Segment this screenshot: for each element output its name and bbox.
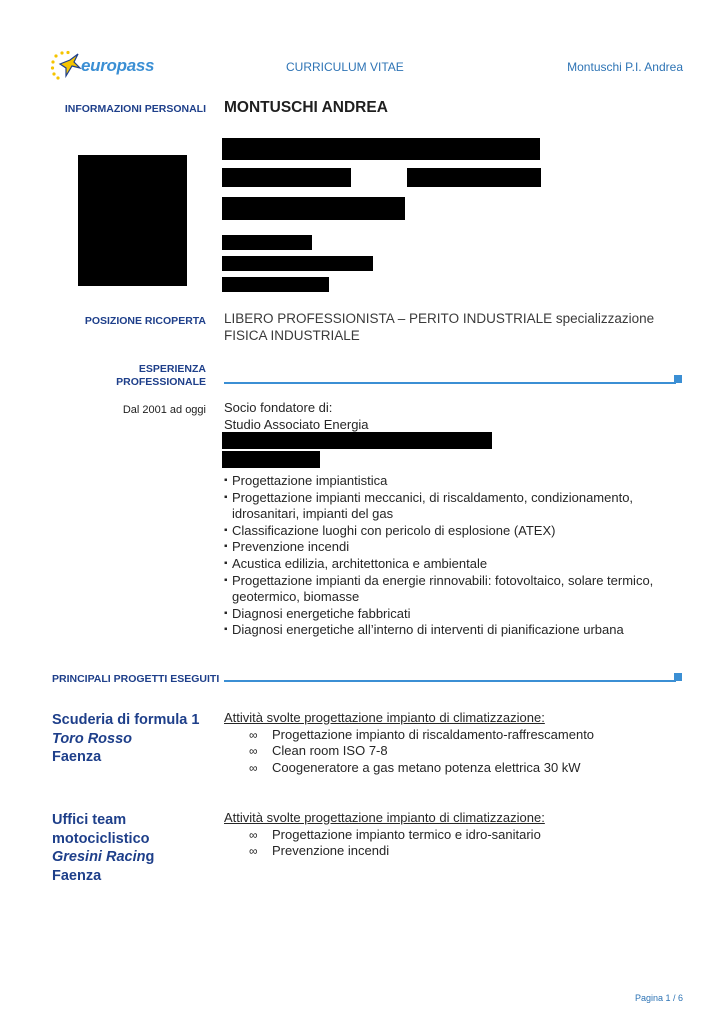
activity-heading: Attività svolte progettazione impianto di climatizzazione: — [224, 710, 545, 725]
experience-activities-list — [224, 473, 664, 639]
project-title-line: Uffici team — [52, 812, 127, 828]
list-item: ▪ Acustica edilizia, architettonica e ambientale — [224, 556, 664, 573]
list-item: ∞ Coogeneratore a gas metano potenza elettrica 30 kW — [224, 760, 674, 777]
project-title-rest: g — [145, 849, 155, 865]
list-item: ▪ Progettazione impianti da energie rinnovabili: fotovoltaico, solare termico, geotermico, biomasse — [224, 573, 664, 606]
redacted-employer-detail — [222, 451, 320, 468]
project-activities — [224, 810, 674, 860]
list-item: ▪ Prevenzione incendi — [224, 539, 664, 556]
list-item: ▪ Progettazione impianti meccanici, di riscaldamento, condizionamento, idrosanitari, impianti del gas — [224, 490, 664, 523]
project-title-line: Faenza — [52, 749, 102, 765]
full-name: MONTUSCHI ANDREA — [224, 99, 388, 116]
section-label-personal: INFORMAZIONI PERSONALI — [64, 103, 206, 115]
experience-role-line1: Socio fondatore di: — [224, 400, 333, 415]
list-item: ▪ Diagnosi energetiche all’interno di interventi di pianificazione urbana — [224, 622, 664, 639]
section-label-position: POSIZIONE RICOPERTA — [84, 315, 206, 327]
redacted-sex — [222, 235, 312, 250]
experience-dates: Dal 2001 ad oggi — [122, 404, 206, 416]
redacted-address — [222, 138, 540, 160]
activity-heading: Attività svolte progettazione impianto di climatizzazione: — [224, 810, 545, 825]
project-bullets — [224, 827, 674, 860]
list-item: ▪ Progettazione impiantistica — [224, 473, 664, 490]
project-activities — [224, 710, 674, 776]
redacted-nationality — [222, 277, 329, 292]
project-title — [52, 811, 154, 885]
list-item: ∞ Progettazione impianto di riscaldamento-raffrescamento — [224, 727, 674, 744]
section-label-experience-line1: ESPERIENZA — [138, 363, 206, 375]
redacted-phone — [222, 168, 351, 187]
europass-logo — [50, 50, 160, 82]
list-item: ∞ Progettazione impianto termico e idro-sanitario — [224, 827, 674, 844]
section-label-experience — [116, 363, 206, 389]
header-title: CURRICULUM VITAE — [286, 60, 404, 74]
position-text: LIBERO PROFESSIONISTA – PERITO INDUSTRIALE specializzazione FISICA INDUSTRIALE — [224, 311, 655, 343]
list-item: ∞ Clean room ISO 7-8 — [224, 743, 674, 760]
project-title-line: motociclistico — [52, 830, 150, 847]
experience-role — [224, 400, 369, 433]
project-title — [52, 711, 199, 767]
projects-divider — [224, 680, 676, 682]
list-item: ▪ Classificazione luoghi con pericolo di esplosione (ATEX) — [224, 523, 664, 540]
project-title-line: Toro Rosso — [52, 730, 133, 747]
page-number: Pagina 1 / 6 — [634, 993, 683, 1003]
list-item: ∞ Prevenzione incendi — [224, 843, 674, 860]
experience-divider — [224, 382, 676, 384]
redacted-birth — [222, 256, 373, 271]
redacted-photo — [78, 155, 187, 286]
redacted-employer-address — [222, 432, 492, 449]
header-owner-name: Montuschi P.I. Andrea — [567, 60, 683, 74]
europass-wordmark: europass — [81, 56, 155, 75]
section-label-experience-line2: PROFESSIONALE — [116, 376, 206, 388]
europass-star-figure-icon — [50, 50, 84, 82]
project-bullets — [224, 727, 674, 777]
project-title-italic: Gresini Racin — [52, 849, 146, 865]
experience-divider-marker — [674, 375, 682, 383]
projects-divider-marker — [674, 673, 682, 681]
list-item: ▪ Diagnosi energetiche fabbricati — [224, 606, 664, 623]
project-title-line: Scuderia di formula 1 — [52, 712, 200, 728]
redacted-email — [222, 197, 405, 220]
experience-role-line2: Studio Associato Energia — [224, 416, 369, 432]
project-title-line — [52, 848, 154, 867]
project-title-line: Faenza — [52, 867, 102, 884]
section-label-projects: PRINCIPALI PROGETTI ESEGUITI — [52, 673, 220, 685]
redacted-mobile — [407, 168, 541, 187]
